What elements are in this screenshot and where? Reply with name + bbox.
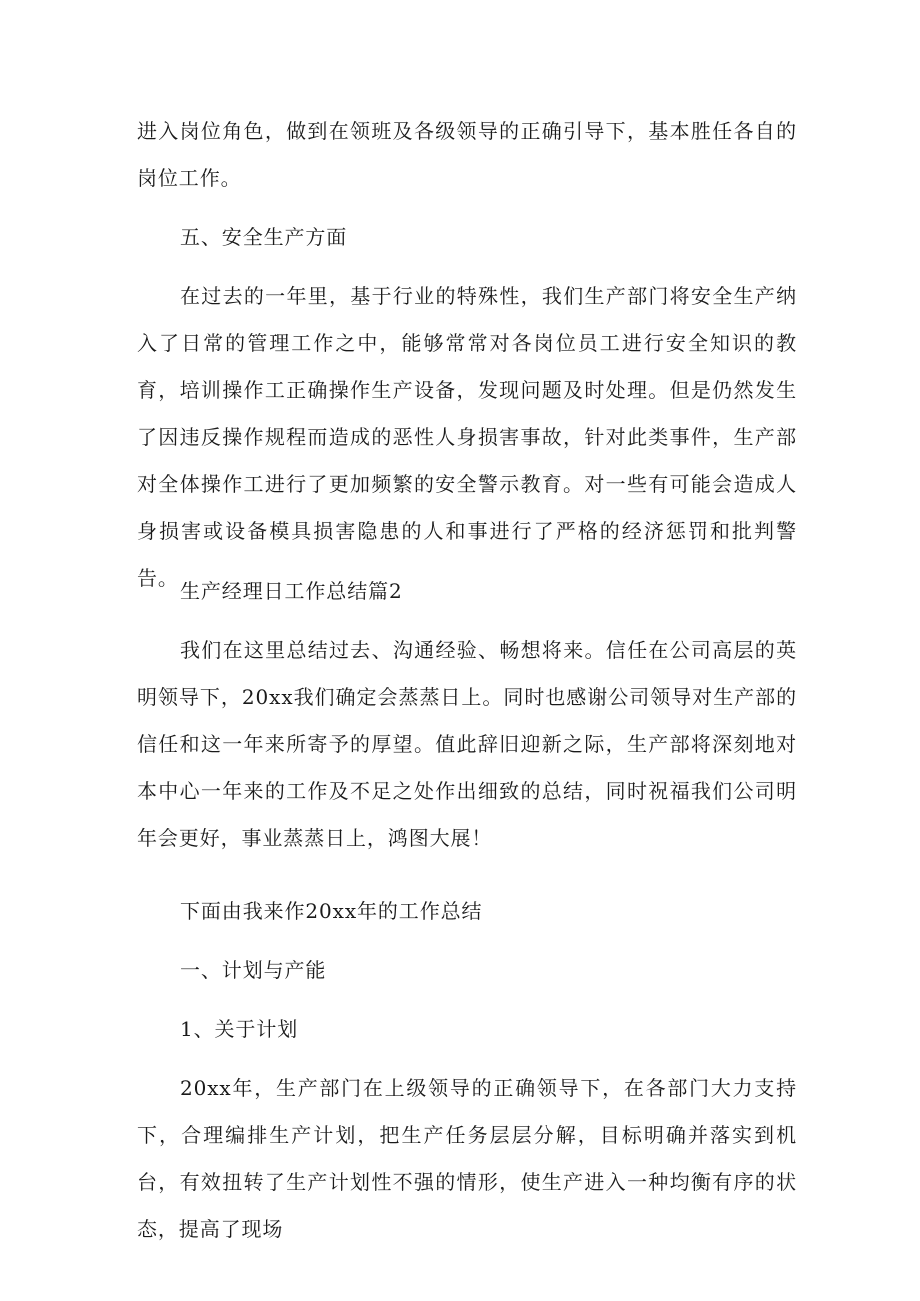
paragraph-about-plan: 20xx年，生产部门在上级领导的正确领导下，在各部门大力支持下，合理编排生产计划，把生产任务层层分解，目标明确并落实到机台，有效扭转了生产计划性不强的情形，使生产进入一种均衡有序的状态，提高了现场: [137, 1076, 797, 1241]
paragraph-safety-production: 在过去的一年里，基于行业的特殊性，我们生产部门将安全生产纳入了日常的管理工作之中，能够常常对各岗位员工进行安全知识的教育，培训操作工正确操作生产设备，发现问题及时处理。但是仍然发生了因违反操作规程而造成的恶性人身损害事故，针对此类事件，生产部对全体操作工进行了更加频繁的安全警示教育。对一些有可能会造成人身损害或设备模具损害隐患的人和事进行了严格的经济惩罚和批判警告。: [137, 284, 797, 590]
paragraph-summary-intro: 下面由我来作20xx年的工作总结: [180, 899, 483, 923]
section-heading-safety-production: 五、安全生产方面: [180, 225, 348, 249]
paragraph-introduction: 我们在这里总结过去、沟通经验、畅想将来。信任在公司高层的英明领导下，20xx我们确定会蒸蒸日上。同时也感谢公司领导对生产部的信任和这一年来所寄予的厚望。值此辞旧迎新之际，生产部将深刻地对本中心一年来的工作及不足之处作出细致的总结，同时祝福我们公司明年会更好，事业蒸蒸日上，鸿图大展！: [137, 638, 797, 850]
paragraph-continuation: 进入岗位角色，做到在领班及各级领导的正确引导下，基本胜任各自的岗位工作。: [137, 119, 797, 190]
subsection-heading-about-plan: 1、关于计划: [180, 1017, 299, 1041]
article-title-part-2: 生产经理日工作总结篇2: [180, 579, 403, 603]
section-heading-plan-capacity: 一、计划与产能: [180, 958, 327, 982]
